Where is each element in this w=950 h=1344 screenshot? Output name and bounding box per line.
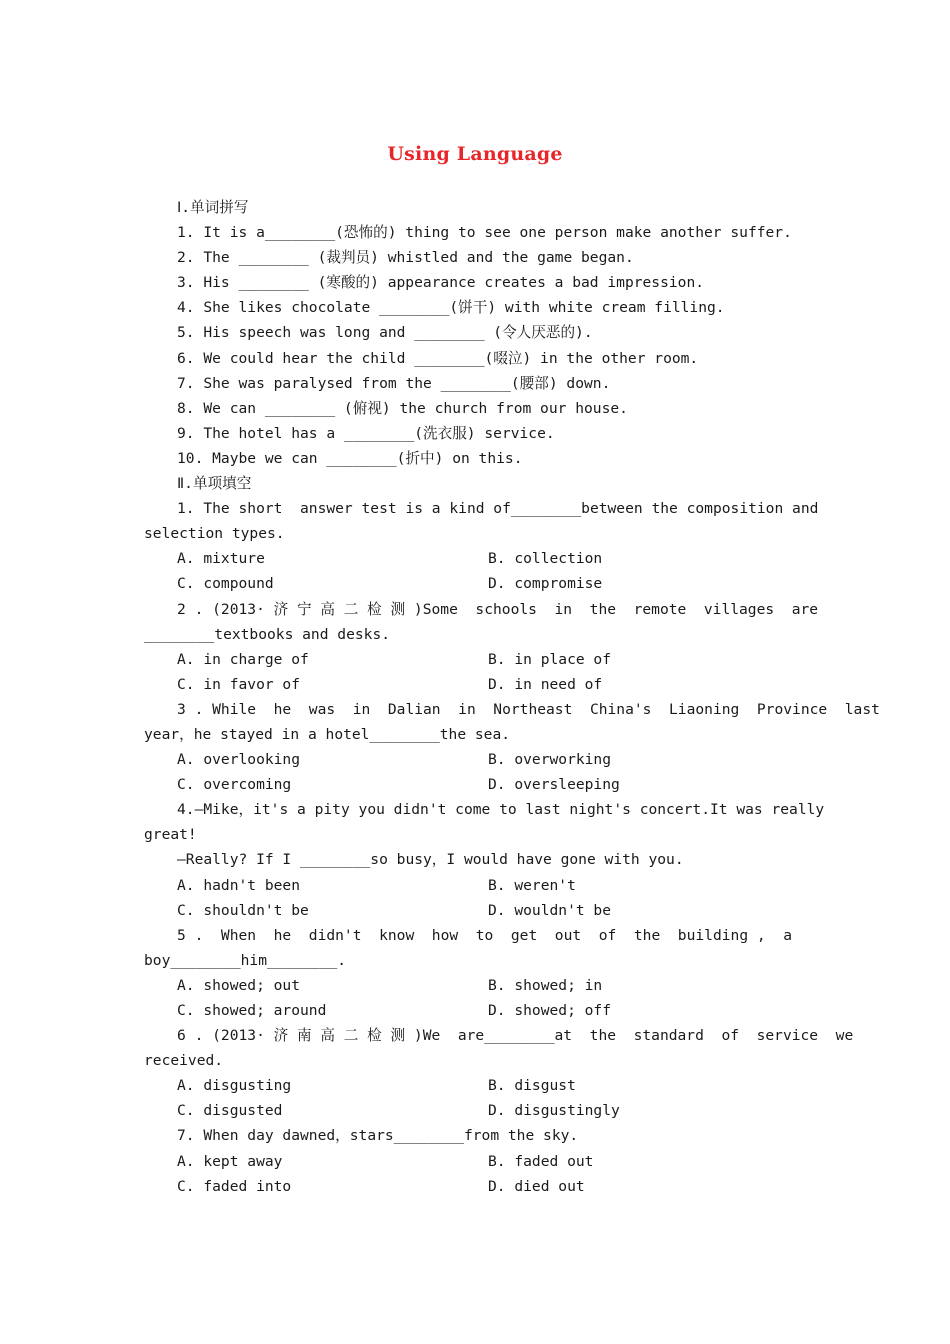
section-heading: Ⅰ.单词拼写: [177, 199, 249, 216]
option-a: A. mixture: [177, 550, 265, 568]
option-row: [144, 647, 808, 672]
option-row: [144, 973, 808, 998]
option-c: C. showed; around: [177, 1002, 327, 1019]
option-row: [144, 1098, 808, 1123]
question-stem: 7. When day dawned，stars________from the sky.: [177, 1127, 579, 1145]
option-a: A. kept away: [177, 1152, 283, 1170]
option-c: C. in favor of: [177, 675, 301, 693]
option-b: B. faded out: [488, 1152, 594, 1170]
option-a: A. hadn't been: [177, 876, 301, 894]
question-stem: great!: [144, 826, 197, 844]
option-b: B. disgust: [488, 1077, 576, 1095]
question-stem: 2 . (2013· 济 宁 高 二 检 测 )Some schools in the remote villages are: [177, 600, 819, 618]
option-b: B. overworking: [488, 751, 612, 769]
question-stem: received.: [144, 1052, 224, 1070]
option-c: C. shouldn't be: [177, 901, 309, 919]
option-c: C. disgusted: [177, 1102, 283, 1120]
option-b: B. collection: [488, 550, 603, 568]
option-a: A. showed; out: [177, 976, 301, 994]
option-c: C. compound: [177, 575, 274, 593]
spelling-item: 2. The ________ (裁判员) whistled and the game began.: [177, 249, 634, 267]
spelling-item: 7. She was paralysed from the ________(腰部) down.: [177, 374, 611, 392]
spelling-item: 1. It is a________(恐怖的) thing to see one person make another suffer.: [177, 224, 792, 242]
question-stem: year，he stayed in a hotel________the sea.: [144, 725, 511, 743]
option-a: A. disgusting: [177, 1077, 292, 1095]
spelling-item: 8. We can ________ (俯视) the church from our house.: [177, 399, 628, 417]
option-row: [144, 998, 808, 1023]
question-stem: boy________him________.: [144, 951, 347, 969]
exercise-content: [144, 195, 880, 1199]
option-row: [144, 1149, 808, 1174]
question-stem: ________textbooks and desks.: [144, 625, 391, 643]
spelling-item: 3. His ________ (寒酸的) appearance creates a bad impression.: [177, 274, 705, 292]
section-heading: Ⅱ.单项填空: [177, 475, 252, 493]
question-stem: 6 . (2013· 济 南 高 二 检 测 )We are________at the standard of service we: [177, 1027, 854, 1045]
option-row: [144, 571, 808, 596]
question-stem: 5 . When he didn't know how to get out of the building , a: [177, 926, 793, 944]
option-c: C. faded into: [177, 1177, 292, 1195]
option-d: D. disgustingly: [488, 1102, 620, 1120]
spelling-item: 4. She likes chocolate ________(饼干) with white cream filling.: [177, 299, 725, 317]
option-row: [144, 898, 808, 923]
spelling-item: 9. The hotel has a ________(洗衣服) service.: [177, 424, 555, 442]
question-stem: 3 . While he was in Dalian in Northeast China's Liaoning Province last: [177, 700, 880, 718]
option-row: [144, 747, 808, 772]
page-title: Using Language: [387, 143, 563, 165]
question-stem: 4.—Mike，it's a pity you didn't come to last night's concert.It was really: [177, 801, 825, 819]
spelling-item: 10. Maybe we can ________(折中) on this.: [177, 449, 523, 467]
option-c: C. overcoming: [177, 776, 292, 794]
option-row: [144, 873, 808, 898]
option-row: [144, 772, 808, 797]
spelling-item: 6. We could hear the child ________(啜泣) in the other room.: [177, 349, 699, 367]
option-row: [144, 546, 808, 571]
option-d: D. oversleeping: [488, 776, 620, 794]
option-row: [144, 1073, 808, 1098]
question-stem: 1. The short answer test is a kind of________between the composition and: [177, 500, 819, 518]
option-b: B. showed; in: [488, 976, 603, 994]
option-b: B. in place of: [488, 650, 612, 668]
spelling-item: 5. His speech was long and ________ (令人厌恶的).: [177, 324, 593, 342]
option-row: [144, 672, 808, 697]
question-stem: —Really? If I ________so busy，I would have gone with you.: [177, 851, 684, 869]
option-b: B. weren't: [488, 876, 576, 894]
option-d: D. in need of: [488, 675, 603, 693]
option-d: D. compromise: [488, 575, 603, 593]
option-row: [144, 1174, 808, 1199]
option-d: D. showed; off: [488, 1002, 612, 1019]
option-d: D. died out: [488, 1177, 585, 1195]
option-d: D. wouldn't be: [488, 901, 612, 919]
question-stem: selection types.: [144, 525, 285, 543]
option-a: A. in charge of: [177, 650, 309, 668]
option-a: A. overlooking: [177, 751, 301, 769]
